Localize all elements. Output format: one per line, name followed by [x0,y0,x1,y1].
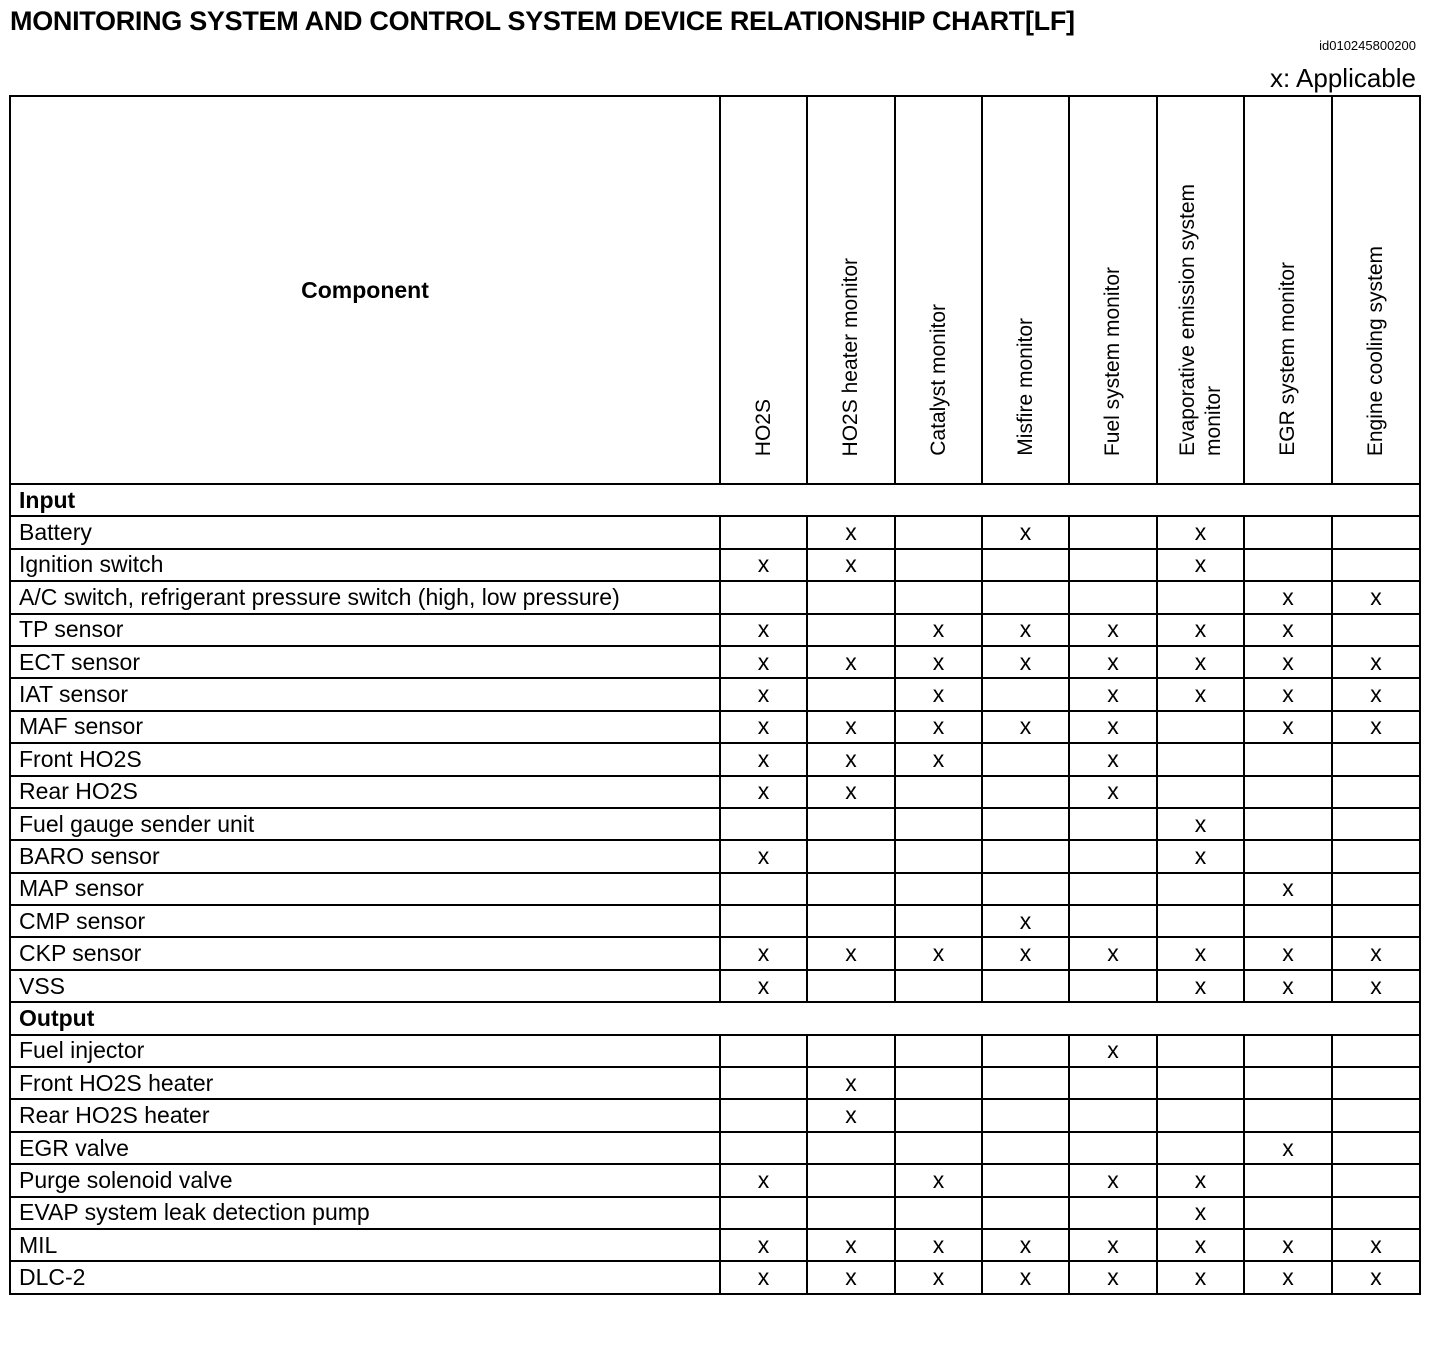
component-name: EVAP system leak detection pump [10,1197,720,1229]
applicability-cell: x [807,711,895,743]
component-name: Rear HO2S heater [10,1099,720,1131]
applicability-cell: x [1244,937,1332,969]
component-name: Front HO2S heater [10,1067,720,1099]
section-label: Input [10,484,1420,516]
applicability-cell [982,743,1069,775]
applicability-cell [720,873,807,905]
applicability-cell: x [807,743,895,775]
applicability-cell [1332,776,1420,808]
applicability-cell [720,905,807,937]
table-row [10,776,1420,808]
section-row-output [10,1002,1420,1034]
applicability-cell [1244,808,1332,840]
applicability-cell [895,776,982,808]
applicability-cell: x [807,646,895,678]
applicability-cell: x [982,646,1069,678]
applicability-cell [1069,873,1157,905]
applicability-cell [720,808,807,840]
table-row [10,1035,1420,1067]
applicability-cell [807,1164,895,1196]
applicability-cell [1157,1067,1244,1099]
monitor-label: EGR system monitor [1276,262,1299,456]
component-name: ECT sensor [10,646,720,678]
table-row [10,646,1420,678]
applicability-cell [982,1035,1069,1067]
applicability-cell [807,678,895,710]
monitor-header-catalyst [895,96,982,484]
applicability-cell [1157,776,1244,808]
applicability-cell [1244,1067,1332,1099]
applicability-cell [895,905,982,937]
component-name: CMP sensor [10,905,720,937]
applicability-cell: x [1069,1261,1157,1293]
applicability-cell [1069,1197,1157,1229]
table-row [10,581,1420,613]
applicability-cell [1157,1035,1244,1067]
table-row [10,808,1420,840]
monitor-header-engine-cooling [1332,96,1420,484]
applicability-cell: x [1157,1229,1244,1261]
applicability-cell [982,581,1069,613]
applicability-cell: x [1332,581,1420,613]
applicability-cell [1244,776,1332,808]
applicability-cell: x [982,614,1069,646]
applicability-cell [1069,1132,1157,1164]
component-header: Component [10,96,720,484]
component-name: EGR valve [10,1132,720,1164]
applicability-cell [982,1132,1069,1164]
component-name: CKP sensor [10,937,720,969]
section-label: Output [10,1002,1420,1034]
applicability-cell: x [1069,614,1157,646]
applicability-cell [720,1035,807,1067]
component-name: Fuel gauge sender unit [10,808,720,840]
applicability-cell: x [720,549,807,581]
applicability-cell: x [895,743,982,775]
applicability-cell [1332,549,1420,581]
applicability-cell: x [1069,1229,1157,1261]
applicability-cell [982,1099,1069,1131]
applicability-cell [1069,516,1157,548]
applicability-cell [807,873,895,905]
applicability-cell [720,581,807,613]
applicability-cell: x [895,678,982,710]
relationship-chart [9,95,1421,1295]
applicability-cell: x [982,905,1069,937]
component-name: TP sensor [10,614,720,646]
applicability-cell [1069,840,1157,872]
applicability-cell [982,1164,1069,1196]
table-row [10,1261,1420,1293]
applicability-cell [982,776,1069,808]
applicability-cell: x [895,646,982,678]
applicability-cell [1244,743,1332,775]
applicability-cell [1332,614,1420,646]
table-row [10,1229,1420,1261]
applicability-cell: x [1244,970,1332,1002]
legend: x: Applicable [1270,63,1416,93]
table-row [10,1067,1420,1099]
applicability-cell: x [1244,678,1332,710]
applicability-cell: x [1332,1229,1420,1261]
applicability-cell [1332,1197,1420,1229]
applicability-cell [1069,970,1157,1002]
applicability-cell [982,1067,1069,1099]
applicability-cell [982,873,1069,905]
applicability-cell [1332,743,1420,775]
applicability-cell [1244,549,1332,581]
applicability-cell [1069,905,1157,937]
applicability-cell: x [807,937,895,969]
applicability-cell: x [1069,776,1157,808]
component-name: MAP sensor [10,873,720,905]
component-name: BARO sensor [10,840,720,872]
applicability-cell [1332,1067,1420,1099]
applicability-cell [1157,873,1244,905]
table-row [10,1197,1420,1229]
applicability-cell [1069,1067,1157,1099]
table-row [10,905,1420,937]
table-row [10,840,1420,872]
applicability-cell [1332,840,1420,872]
applicability-cell: x [720,678,807,710]
applicability-cell [720,516,807,548]
chart-body [10,484,1420,1294]
applicability-cell: x [1157,614,1244,646]
applicability-cell [1069,808,1157,840]
table-row [10,678,1420,710]
table-row [10,873,1420,905]
applicability-cell: x [982,711,1069,743]
table-row [10,516,1420,548]
applicability-cell: x [1244,711,1332,743]
applicability-cell [807,1197,895,1229]
applicability-cell [1244,1197,1332,1229]
applicability-cell [720,1197,807,1229]
document-id: id010245800200 [1319,38,1416,53]
applicability-cell [1332,905,1420,937]
applicability-cell [982,970,1069,1002]
applicability-cell: x [720,840,807,872]
applicability-cell: x [1157,970,1244,1002]
applicability-cell [1069,581,1157,613]
component-name: Ignition switch [10,549,720,581]
monitor-header-ho2s-heater [807,96,895,484]
applicability-cell: x [1157,937,1244,969]
applicability-cell: x [1157,1164,1244,1196]
applicability-cell [982,678,1069,710]
monitor-header-ho2s [720,96,807,484]
applicability-cell [1069,549,1157,581]
component-name: Battery [10,516,720,548]
monitor-label: HO2S heater monitor [839,257,862,456]
applicability-cell [1157,1132,1244,1164]
applicability-cell: x [982,937,1069,969]
applicability-cell [1244,1164,1332,1196]
applicability-cell: x [1332,1261,1420,1293]
applicability-cell: x [982,1261,1069,1293]
applicability-cell: x [807,1229,895,1261]
applicability-cell: x [720,1261,807,1293]
component-name: VSS [10,970,720,1002]
applicability-cell [895,1035,982,1067]
applicability-cell: x [982,1229,1069,1261]
applicability-cell [807,808,895,840]
section-row-input [10,484,1420,516]
monitor-label: Misfire monitor [1013,318,1037,456]
component-name: MIL [10,1229,720,1261]
applicability-cell: x [720,776,807,808]
applicability-cell [895,549,982,581]
applicability-cell: x [1332,970,1420,1002]
applicability-cell [807,614,895,646]
applicability-cell: x [807,1067,895,1099]
applicability-cell [1069,1099,1157,1131]
component-name: MAF sensor [10,711,720,743]
applicability-cell: x [1332,937,1420,969]
table-row [10,711,1420,743]
applicability-cell [720,1099,807,1131]
table-row [10,937,1420,969]
monitor-header-misfire [982,96,1069,484]
applicability-cell: x [895,1261,982,1293]
applicability-cell: x [895,711,982,743]
applicability-cell [895,1099,982,1131]
applicability-cell [895,808,982,840]
applicability-cell: x [1332,711,1420,743]
applicability-cell [1332,516,1420,548]
table-row [10,1164,1420,1196]
applicability-cell: x [1157,808,1244,840]
applicability-cell: x [720,1164,807,1196]
applicability-cell: x [1157,1197,1244,1229]
applicability-cell [1157,711,1244,743]
applicability-cell: x [1244,1261,1332,1293]
applicability-cell [895,1132,982,1164]
applicability-cell: x [720,711,807,743]
applicability-cell [1332,1132,1420,1164]
applicability-cell [807,1035,895,1067]
applicability-cell [895,1197,982,1229]
monitor-label: Catalyst monitor [926,304,950,456]
monitor-header-evaporative-emission [1157,96,1244,484]
component-name: DLC-2 [10,1261,720,1293]
applicability-cell: x [1069,678,1157,710]
applicability-cell [1157,1099,1244,1131]
applicability-cell: x [807,1099,895,1131]
applicability-cell: x [1157,516,1244,548]
applicability-cell: x [895,937,982,969]
applicability-cell: x [1157,1261,1244,1293]
applicability-cell [1244,1099,1332,1131]
applicability-cell: x [1244,581,1332,613]
applicability-cell [807,970,895,1002]
applicability-cell: x [1332,678,1420,710]
applicability-cell [1332,1164,1420,1196]
table-row [10,549,1420,581]
applicability-cell [1244,516,1332,548]
applicability-cell: x [895,1229,982,1261]
table-row [10,614,1420,646]
applicability-cell [1332,1035,1420,1067]
applicability-cell: x [1069,646,1157,678]
applicability-cell: x [720,970,807,1002]
applicability-cell: x [1069,937,1157,969]
applicability-cell [982,549,1069,581]
applicability-cell [807,1132,895,1164]
monitor-header-fuel-system [1069,96,1157,484]
applicability-cell: x [895,1164,982,1196]
applicability-cell: x [1244,646,1332,678]
table-row [10,1132,1420,1164]
applicability-cell: x [1244,1132,1332,1164]
component-name: Front HO2S [10,743,720,775]
applicability-cell: x [895,614,982,646]
applicability-cell: x [720,1229,807,1261]
applicability-cell [982,1197,1069,1229]
applicability-cell: x [1157,678,1244,710]
applicability-cell: x [1069,1035,1157,1067]
applicability-cell [982,808,1069,840]
component-name: Rear HO2S [10,776,720,808]
monitor-label: Engine cooling system [1364,245,1387,456]
applicability-cell [1157,743,1244,775]
applicability-cell: x [807,549,895,581]
monitor-label: Evaporative emission system monitor [1175,184,1225,456]
applicability-cell: x [1157,840,1244,872]
applicability-cell [895,516,982,548]
applicability-cell [895,970,982,1002]
applicability-cell [895,1067,982,1099]
applicability-cell [1244,840,1332,872]
applicability-cell: x [807,776,895,808]
applicability-cell [720,1132,807,1164]
applicability-cell [982,840,1069,872]
applicability-cell [1332,808,1420,840]
applicability-cell: x [807,1261,895,1293]
applicability-cell: x [1069,1164,1157,1196]
applicability-cell: x [807,516,895,548]
table-row [10,1099,1420,1131]
applicability-cell [807,905,895,937]
applicability-cell: x [1244,614,1332,646]
monitor-label: HO2S [751,398,775,456]
applicability-cell [807,840,895,872]
applicability-cell: x [720,743,807,775]
applicability-cell: x [982,516,1069,548]
component-name: IAT sensor [10,678,720,710]
applicability-cell: x [1069,711,1157,743]
monitor-label: Fuel system monitor [1101,266,1124,456]
applicability-cell: x [1157,549,1244,581]
applicability-cell: x [720,937,807,969]
applicability-cell: x [720,614,807,646]
applicability-cell [1332,1099,1420,1131]
applicability-cell: x [1157,646,1244,678]
applicability-cell [807,581,895,613]
table-row [10,970,1420,1002]
component-name: Purge solenoid valve [10,1164,720,1196]
header-row [10,96,1420,484]
applicability-cell [720,1067,807,1099]
applicability-cell: x [1069,743,1157,775]
applicability-cell [895,581,982,613]
applicability-cell [1157,581,1244,613]
applicability-cell [1244,905,1332,937]
component-name: Fuel injector [10,1035,720,1067]
monitor-header-egr-system [1244,96,1332,484]
applicability-cell: x [1244,873,1332,905]
applicability-cell: x [720,646,807,678]
applicability-cell [1157,905,1244,937]
page-title: MONITORING SYSTEM AND CONTROL SYSTEM DEVICE RELATIONSHIP CHART[LF] [10,6,1075,36]
applicability-cell [895,873,982,905]
applicability-cell: x [1332,646,1420,678]
component-name: A/C switch, refrigerant pressure switch (high, low pressure) [10,581,720,613]
applicability-cell: x [1244,1229,1332,1261]
applicability-cell [1332,873,1420,905]
applicability-cell [1244,1035,1332,1067]
applicability-cell [895,840,982,872]
table-row [10,743,1420,775]
